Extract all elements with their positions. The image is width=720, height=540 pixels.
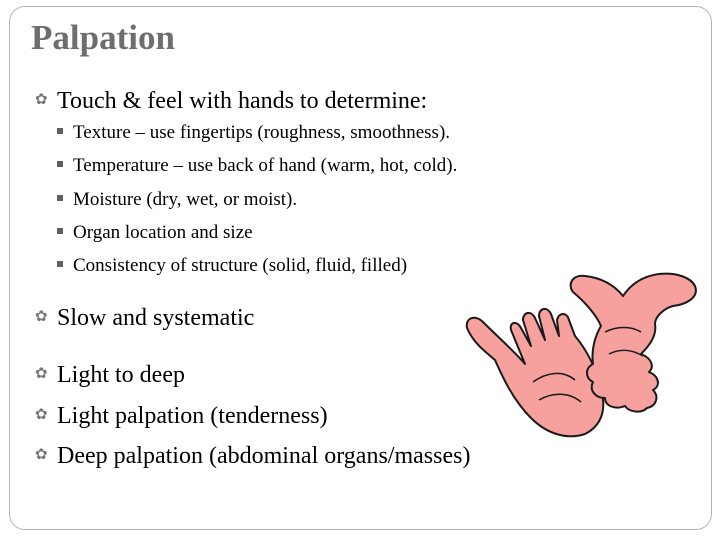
bullet-touch [35, 86, 427, 115]
bullet-text: Touch & feel with hands to determine: [57, 88, 428, 114]
square-bullet-icon [57, 228, 63, 234]
sub-item-text: Temperature – use back of hand (warm, hot, cold). [73, 155, 458, 176]
hands-illustration [455, 262, 705, 462]
square-bullet-icon [57, 161, 63, 167]
sub-item-texture [57, 121, 450, 145]
bullet-light-deep [35, 360, 185, 389]
curl-bullet-icon: ✿ [35, 366, 48, 382]
curl-bullet-icon: ✿ [35, 92, 48, 108]
square-bullet-icon [57, 261, 63, 267]
sub-item-text: Consistency of structure (solid, fluid, filled) [73, 255, 408, 276]
bullet-text: Deep palpation (abdominal organs/masses) [57, 443, 471, 469]
square-bullet-icon [57, 128, 63, 134]
curl-bullet-icon: ✿ [35, 309, 48, 325]
sub-item-text: Moisture (dry, wet, or moist). [73, 189, 298, 210]
curl-bullet-icon: ✿ [35, 447, 48, 463]
square-bullet-icon [57, 195, 63, 201]
curl-bullet-icon: ✿ [35, 407, 48, 423]
sub-item-text: Texture – use fingertips (roughness, smoothness). [73, 122, 451, 143]
sub-item-moisture [57, 188, 297, 212]
bullet-slow [35, 303, 254, 332]
bullet-text: Slow and systematic [57, 305, 255, 331]
sub-item-temperature [57, 154, 457, 178]
sub-item-organ [57, 221, 253, 245]
bullet-light [35, 401, 328, 430]
bullet-text: Light palpation (tenderness) [57, 403, 328, 429]
bullet-deep [35, 441, 470, 470]
slide-title: Palpation [31, 18, 175, 57]
bullet-text: Light to deep [57, 362, 185, 388]
sub-item-text: Organ location and size [73, 222, 253, 243]
left-hand-icon [467, 309, 604, 436]
sub-item-consistency [57, 254, 407, 278]
